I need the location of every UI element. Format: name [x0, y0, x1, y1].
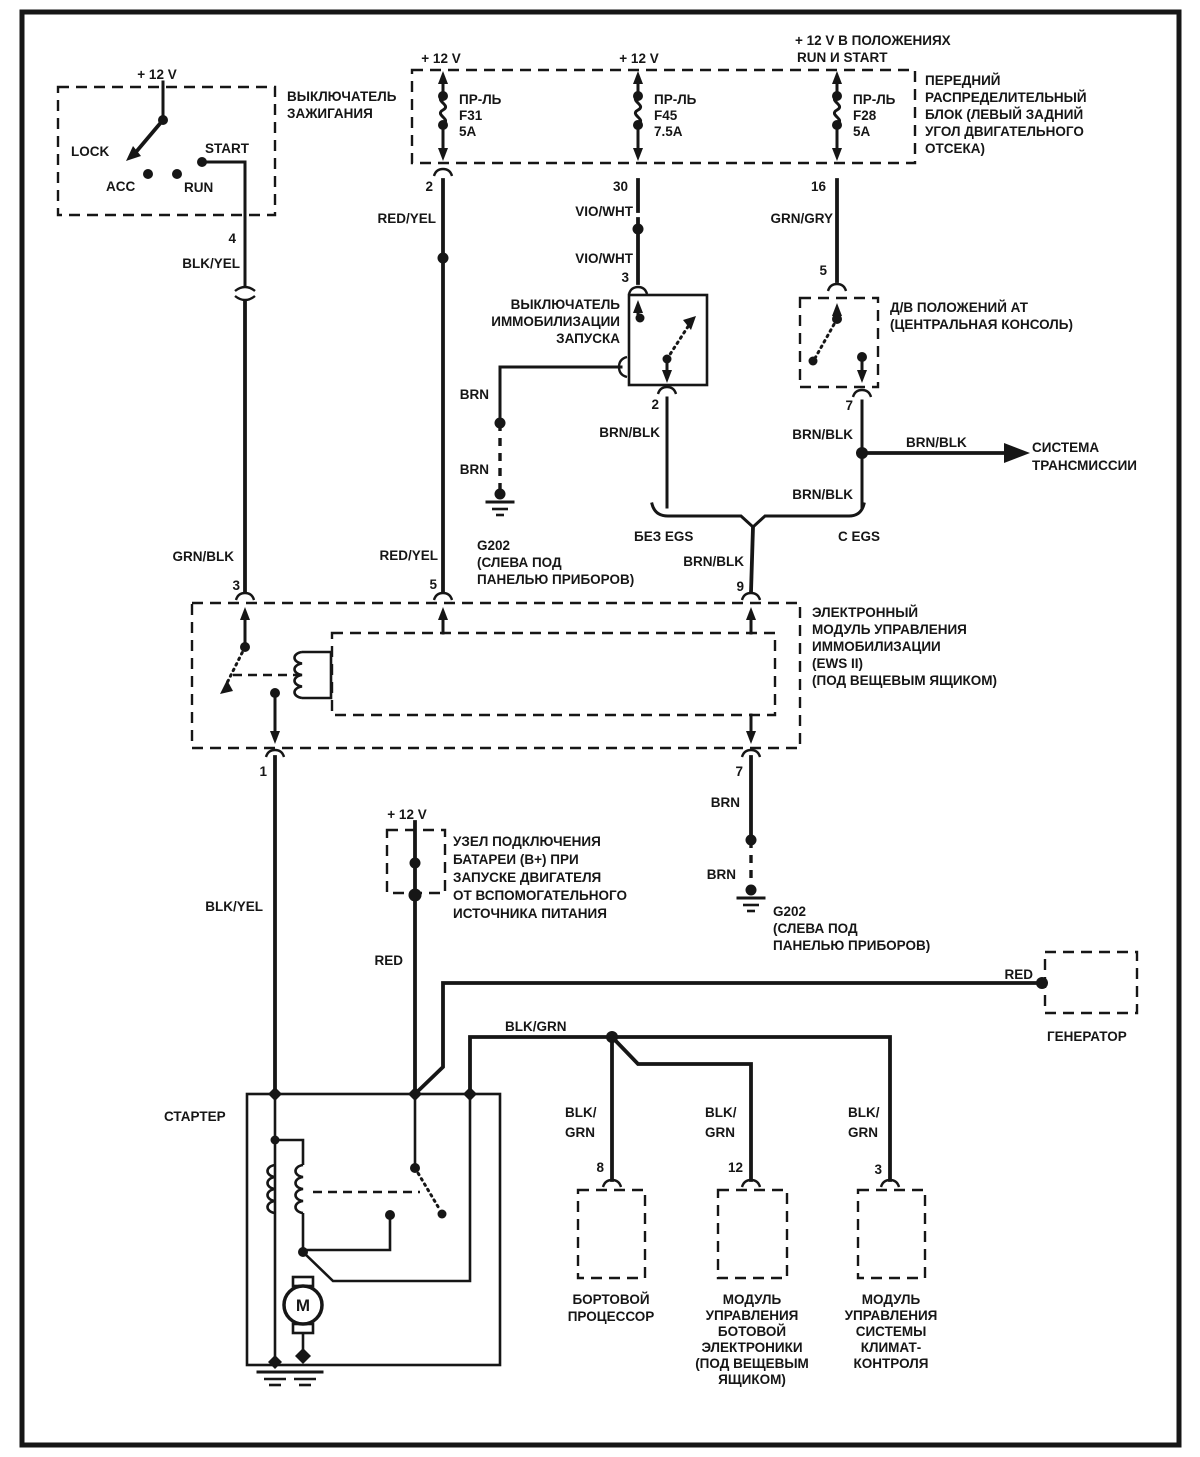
- immobilizer-switch-arm: [667, 325, 689, 359]
- module1-name-line2: ПРОЦЕССОР: [567, 1309, 655, 1324]
- ews-name-line3: ИММОБИЛИЗАЦИИ: [812, 639, 941, 654]
- ignition-switch: [58, 67, 397, 600]
- pin-connector-icon: [434, 169, 452, 176]
- generator-label: ГЕНЕРАТОР: [1047, 1029, 1127, 1044]
- wire-label-blk-yel-top: BLK/YEL: [182, 256, 240, 271]
- wire-label-brn-3: BRN: [710, 795, 740, 810]
- ignition-name-line1: ВЫКЛЮЧАТЕЛЬ: [287, 89, 397, 104]
- egs-brace: [634, 504, 880, 600]
- module3-name-line5: КОНТРОЛЯ: [853, 1356, 929, 1371]
- module2-name-line5: (ПОД ВЕЩЕВЫМ: [695, 1356, 809, 1371]
- fuse-f45: [633, 71, 697, 161]
- bez-egs-label: БЕЗ EGS: [634, 529, 694, 544]
- ground-symbol-icon: [738, 898, 764, 911]
- front-distribution-box: [412, 33, 1087, 294]
- climate-control-module-box: [858, 1190, 925, 1278]
- starter-label: СТАРТЕР: [164, 1109, 226, 1124]
- dist-name-line2: РАСПРЕДЕЛИТЕЛЬНЫЙ: [925, 90, 1087, 105]
- battery-jump-node: [374, 807, 626, 1094]
- wire-label-blk-grn: BLK/GRN: [505, 1019, 567, 1034]
- ews-name-line1: ЭЛЕКТРОННЫЙ: [812, 605, 919, 620]
- battery-name-line1: УЗЕЛ ПОДКЛЮЧЕНИЯ: [453, 834, 601, 849]
- ews-name-line2: МОДУЛЬ УПРАВЛЕНИЯ: [812, 622, 967, 637]
- g202b-label-2: (СЛЕВА ПОД: [773, 921, 858, 936]
- wire-label-red-1: RED: [374, 953, 403, 968]
- module3-name-line2: УПРАВЛЕНИЯ: [844, 1308, 938, 1323]
- f28-12v-label-line2: RUN И START: [797, 50, 888, 65]
- at-range-switch: [770, 180, 1137, 507]
- dist-name-line1: ПЕРЕДНИЙ: [925, 73, 1001, 88]
- pin-connector-icon: [742, 593, 760, 600]
- wire-label-brn-2: BRN: [459, 462, 489, 477]
- ews-inner-box: [332, 633, 775, 715]
- g202-label-2: (СЛЕВА ПОД: [477, 555, 562, 570]
- pin-8: 8: [596, 1160, 604, 1175]
- wire-red-yel-column: [377, 180, 452, 600]
- pin-5-at: 5: [819, 263, 827, 278]
- wire-label-brn-blk-1: BRN/BLK: [599, 425, 660, 440]
- ground-symbol-icon: [258, 1372, 292, 1385]
- g202b-label-3: ПАНЕЛЬЮ ПРИБОРОВ): [773, 938, 931, 953]
- g202b-label-1: G202: [773, 904, 807, 919]
- generator-box: [1045, 952, 1137, 1013]
- wire-label-brn-blk-4: BRN/BLK: [906, 435, 967, 450]
- module3-name-line1: МОДУЛЬ: [861, 1292, 921, 1307]
- wire-label-brn-blk-3: BRN/BLK: [792, 487, 853, 502]
- f31-12v-label: + 12 V: [421, 51, 461, 66]
- module2-name-line4: ЭЛЕКТРОНИКИ: [701, 1340, 803, 1355]
- module3-name-line3: СИСТЕМЫ: [855, 1324, 927, 1339]
- wire-label-blk-grn-m2b: GRN: [705, 1125, 735, 1140]
- ews-module: [192, 603, 997, 779]
- ews-relay-arm: [227, 647, 245, 683]
- g202-label-1: G202: [477, 538, 511, 553]
- wire-label-vio-wht-bottom: VIO/WHT: [575, 251, 633, 266]
- g202-label-3: ПАНЕЛЬЮ ПРИБОРОВ): [477, 572, 635, 587]
- acc-contact: [143, 169, 153, 179]
- pin-4: 4: [228, 231, 236, 246]
- ground-diamond: [268, 1355, 282, 1369]
- fuse3-name: ПР-ЛЬ: [853, 92, 896, 107]
- pin-connector-icon: [434, 593, 452, 600]
- ignition-12v-label: + 12 V: [137, 67, 177, 82]
- battery-name-line2: БАТАРЕИ (В+) ПРИ: [453, 852, 579, 867]
- fuse-f31: [438, 71, 502, 161]
- wire-label-brn-4: BRN: [706, 867, 736, 882]
- at-name-line1: Д/В ПОЛОЖЕНИЙ АТ: [890, 300, 1028, 315]
- run-label: RUN: [184, 180, 214, 195]
- module2-name-line6: ЯЩИКОМ): [718, 1372, 786, 1387]
- pin-3-immo: 3: [621, 270, 629, 285]
- c-egs-label: С EGS: [838, 529, 881, 544]
- page-border: [22, 12, 1179, 1445]
- fuse1-id: F31: [459, 108, 483, 123]
- wire-label-brn-1: BRN: [459, 387, 489, 402]
- wire-label-red-yel-bottom: RED/YEL: [379, 548, 438, 563]
- pin-connector-icon: [742, 1180, 760, 1187]
- module2-name-line1: МОДУЛЬ: [722, 1292, 782, 1307]
- pin-5-ews: 5: [429, 577, 437, 592]
- module1-name-line1: БОРТОВОЙ: [572, 1292, 650, 1307]
- ews-ground-branch: [707, 757, 931, 953]
- ground-symbol-icon: [487, 502, 513, 515]
- run-contact: [172, 169, 182, 179]
- ignition-switch-arm: [136, 120, 163, 152]
- pin-connector-icon: [629, 287, 647, 294]
- dist-name-line3: БЛОК (ЛЕВЫЙ ЗАДНИЙ: [925, 107, 1084, 122]
- fuse2-id: F45: [654, 108, 678, 123]
- wire-label-brn-blk-2: BRN/BLK: [792, 427, 853, 442]
- wire-label-red-yel-top: RED/YEL: [377, 211, 436, 226]
- pin-3-ews: 3: [232, 578, 240, 593]
- pin-1: 1: [259, 764, 267, 779]
- pin-connector-icon: [881, 1180, 899, 1187]
- fuse2-amp: 7.5A: [654, 124, 683, 139]
- wire-label-blk-grn-m3a: BLK/: [848, 1105, 880, 1120]
- transmission-label-1: СИСТЕМА: [1032, 440, 1100, 455]
- pin-2-immo: 2: [651, 397, 659, 412]
- at-name-line2: (ЦЕНТРАЛЬНАЯ КОНСОЛЬ): [890, 317, 1073, 332]
- fuse1-name: ПР-ЛЬ: [459, 92, 502, 107]
- inline-connector-icon: [235, 296, 255, 300]
- lock-label: LOCK: [71, 144, 110, 159]
- f28-12v-label-line1: + 12 V В ПОЛОЖЕНИЯХ: [795, 33, 951, 48]
- module3-name-line4: КЛИМАТ-: [860, 1340, 922, 1355]
- pin-connector-icon: [853, 390, 871, 397]
- wire-label-blk-grn-m3b: GRN: [848, 1125, 878, 1140]
- wire-label-grn-blk: GRN/BLK: [172, 549, 234, 564]
- solenoid-coil-icon: [296, 1165, 304, 1213]
- fuse1-amp: 5A: [459, 124, 477, 139]
- egs-brace-path: [652, 504, 864, 527]
- f45-12v-label: + 12 V: [619, 51, 659, 66]
- wire-label-blk-grn-m1a: BLK/: [565, 1105, 597, 1120]
- onboard-computer-box: [578, 1190, 645, 1278]
- module2-name-line3: БОТОВОЙ: [717, 1324, 787, 1339]
- fuse3-amp: 5A: [853, 124, 871, 139]
- fuse3-id: F28: [853, 108, 877, 123]
- pin-3-mod: 3: [874, 1162, 882, 1177]
- blk-grn-net: [470, 1019, 890, 1180]
- body-electronics-module-box: [718, 1190, 787, 1278]
- pin-30: 30: [612, 179, 628, 194]
- pin-2: 2: [425, 179, 433, 194]
- immo-name-line3: ЗАПУСКА: [556, 331, 620, 346]
- immo-name-line1: ВЫКЛЮЧАТЕЛЬ: [510, 297, 620, 312]
- wire-label-grn-gry: GRN/GRY: [770, 211, 833, 226]
- wire-vio-wht-column: [575, 180, 643, 285]
- ground-symbol-icon: [288, 1372, 322, 1385]
- wire-label-blk-grn-m1b: GRN: [565, 1125, 595, 1140]
- pin-connector-icon: [658, 387, 676, 394]
- motor-m-label: M: [295, 1296, 311, 1315]
- bottom-modules: [568, 1160, 938, 1387]
- ews-name-line5: (ПОД ВЕЩЕВЫМ ЯЩИКОМ): [812, 673, 998, 688]
- pin-12: 12: [727, 1160, 743, 1175]
- wire-label-brn-blk-5: BRN/BLK: [683, 554, 744, 569]
- acc-label: ACC: [106, 179, 136, 194]
- wire-label-blk-yel-2: BLK/YEL: [205, 899, 263, 914]
- pin-16: 16: [810, 179, 826, 194]
- pin-7-ews: 7: [735, 764, 743, 779]
- starter-box: [247, 1094, 500, 1365]
- ews-name-line4: (EWS II): [812, 656, 863, 671]
- battery-name-line3: ЗАПУСКЕ ДВИГАТЕЛЯ: [453, 870, 602, 885]
- fuse2-name: ПР-ЛЬ: [654, 92, 697, 107]
- transmission-label-2: ТРАНСМИССИИ: [1032, 458, 1137, 473]
- fuse-f28: [832, 71, 896, 161]
- starter: [164, 1087, 500, 1385]
- ignition-name-line2: ЗАЖИГАНИЯ: [287, 106, 373, 121]
- pin-connector-icon: [828, 284, 846, 291]
- pin-9: 9: [736, 579, 744, 594]
- battery-12v-label: + 12 V: [387, 807, 427, 822]
- module2-name-line2: УПРАВЛЕНИЯ: [705, 1308, 799, 1323]
- ground-diamond: [295, 1348, 311, 1364]
- wire-label-red-2: RED: [1004, 967, 1033, 982]
- at-switch-arm: [814, 319, 837, 360]
- battery-name-line5: ИСТОЧНИКА ПИТАНИЯ: [453, 906, 607, 921]
- starter-switch-arm: [415, 1168, 440, 1210]
- start-label: START: [205, 141, 249, 156]
- dist-name-line4: УГОЛ ДВИГАТЕЛЬНОГО: [925, 124, 1084, 139]
- pin-connector-icon: [603, 1180, 621, 1187]
- dist-name-line5: ОТСЕКА): [925, 141, 985, 156]
- pin-connector-icon: [236, 593, 254, 600]
- battery-name-line4: ОТ ВСПОМОГАТЕЛЬНОГО: [453, 888, 627, 903]
- inline-connector-icon: [235, 287, 255, 291]
- wire-label-blk-grn-m2a: BLK/: [705, 1105, 737, 1120]
- immo-name-line2: ИММОБИЛИЗАЦИИ: [491, 314, 620, 329]
- wire-label-vio-wht-top: VIO/WHT: [575, 204, 633, 219]
- transmission-arrowhead-icon: [1004, 443, 1030, 463]
- pin-7-at: 7: [845, 398, 853, 413]
